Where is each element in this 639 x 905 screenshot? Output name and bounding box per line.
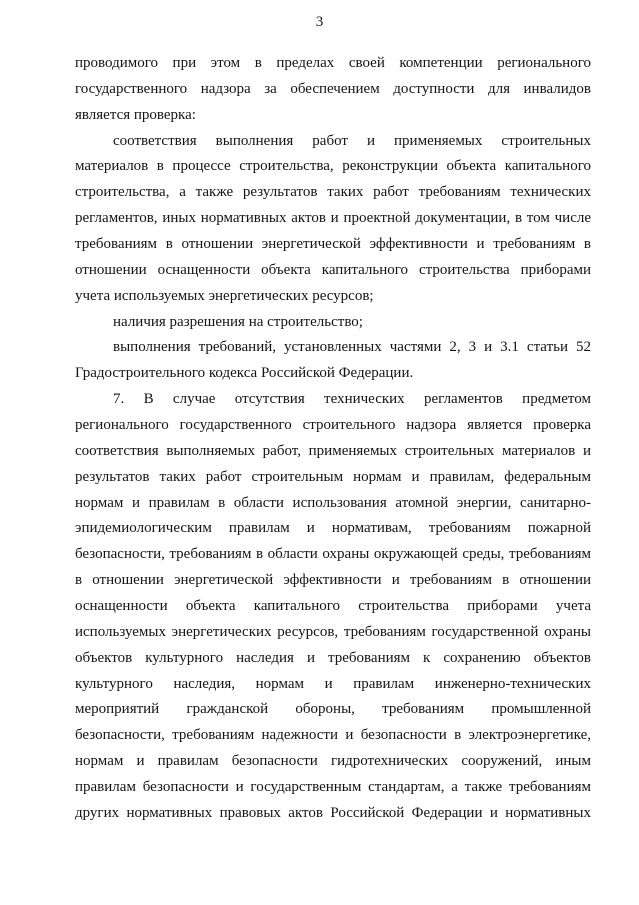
text-line: требованиям в отношении энергетической эффективности и требованиям в [75,236,591,253]
text-line: оснащенности объекта капитального строительства приборами учета [75,598,591,615]
text-line: материалов в процессе строительства, реконструкции объекта капитального [75,158,591,175]
text-line: культурного наследия, нормам и правилам инженерно-технических [75,675,591,692]
text-line: безопасности, требованиям в области охраны окружающей среды, требованиям [75,546,591,563]
paragraph [75,129,591,310]
paragraph-item-7 [75,387,591,827]
text-line: результатов таких работ строительным нормам и правилам, федеральным [75,468,591,485]
paragraph [75,310,591,336]
text-line: безопасности, требованиям надежности и безопасности в электроэнергетике, [75,727,591,744]
text-line: в отношении энергетической эффективности и требованиям в отношении [75,572,591,589]
text-line: регионального государственного строительного надзора является проверка [75,417,591,434]
text-line: соответствия выполняемых работ, применяемых строительных материалов и [75,442,591,459]
paragraph [75,335,591,387]
text-line: отношении оснащенности объекта капитального строительства приборами [75,261,591,278]
text-line: выполнения требований, установленных частями 2, 3 и 3.1 статьи 52 [113,339,591,356]
text-line: объектов культурного наследия и требованиям к сохранению объектов [75,649,591,666]
text-line: правилам безопасности и государственным стандартам, а также требованиям [75,779,591,796]
text-line: нормам и правилам в области использования атомной энергии, санитарно- [75,494,591,511]
text-line: наличия разрешения на строительство; [113,313,363,330]
text-line: 7. В случае отсутствия технических регламентов предметом [113,391,591,408]
text-line: регламентов, иных нормативных актов и проектной документации, в том числе [75,210,591,227]
text-line: является проверка: [75,106,196,123]
text-line: нормам и правилам безопасности гидротехнических сооружений, иным [75,753,591,770]
text-line: проводимого при этом в пределах своей компетенции регионального [75,55,591,71]
text-line: Градостроительного кодекса Российской Федерации. [75,365,414,382]
text-line: соответствия выполнения работ и применяемых строительных [113,132,591,149]
text-line: государственного надзора за обеспечением доступности для инвалидов [75,80,591,97]
page-number: 3 [315,14,324,30]
text-line: строительства, а также результатов таких работ требованиям технических [75,184,591,201]
text-line: других нормативных правовых актов Российской Федерации и нормативных [75,804,591,821]
text-line: учета используемых энергетических ресурсов; [75,287,374,304]
text-line: мероприятий гражданской обороны, требованиям промышленной [75,701,591,718]
text-line: эпидемиологическим правилам и нормативам, требованиям пожарной [75,520,591,537]
text-line: используемых энергетических ресурсов, требованиям государственной охраны [75,623,591,640]
paragraph [75,51,591,129]
document-body [75,51,591,827]
